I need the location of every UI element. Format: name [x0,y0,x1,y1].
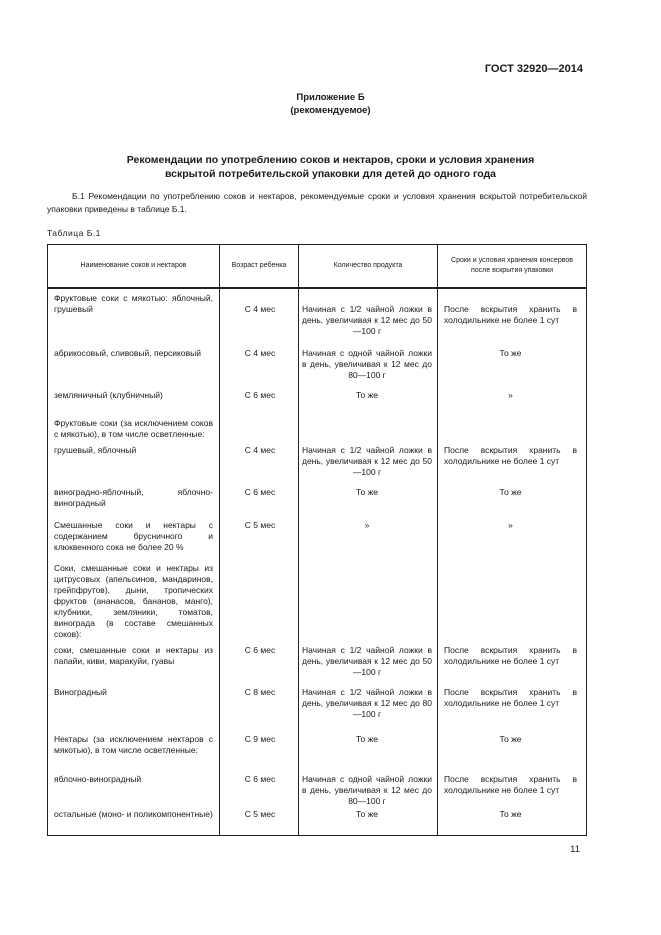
cell-age: С 5 мес [244,520,276,530]
cell-quantity: Начиная с 1/2 чайной ложки в день, увеличивая к 12 мес до 50—100 г [302,645,432,677]
cell-name: земляничный (клубничный) [54,390,163,400]
cell-name: абрикосовый, сливовый, персиковый [54,348,201,358]
cell-quantity: Начиная с 1/2 чайной ложки в день, увеличивая к 12 мес до 80—100 г [302,687,432,719]
juice-table [47,244,587,836]
cell-quantity: То же [355,390,379,400]
cell-age: С 5 мес [244,809,276,819]
cell-name: соки, смешанные соки и нектары из папайи, киви, маракуйи, гуавы [54,645,213,666]
page-number: 11 [570,844,580,855]
cell-storage: То же [499,734,522,744]
cell-name: Смешанные соки и нектары с содержанием брусничного и клюквенного сока не более 20 % [54,520,213,552]
cell-name: Фруктовые соки (за исключением соков с мякотью), в том числе осветленные: [54,418,213,439]
appendix-title: Приложение Б [296,92,365,103]
cell-storage: То же [499,348,522,358]
cell-quantity: То же [355,734,379,744]
cell-storage: После вскрытия хранить в холодильнике не более 1 сут [444,304,577,325]
column-header-name: Наименование соков и нектаров [80,262,187,269]
cell-name: Фруктовые соки с мякотью: яблочный, грушевый [54,293,213,314]
cell-storage: После вскрытия хранить в холодильнике не более 1 сут [444,687,577,708]
cell-age: С 6 мес [244,774,276,784]
cell-age: С 9 мес [244,734,276,744]
column-divider [298,245,299,835]
table-header [48,245,586,289]
intro-paragraph: Б.1 Рекомендации по употреблению соков и нектаров, рекомендуемые сроки и условия хранения вскрытой потребительской упаковки приведены в таблице Б.1. [47,191,587,214]
cell-storage: После вскрытия хранить в холодильнике не более 1 сут [444,774,577,795]
cell-age: С 4 мес [244,348,276,358]
cell-name: Виноградный [54,687,107,697]
cell-name: Соки, смешанные соки и нектары из цитрусовых (апельсинов, мандаринов, грейпфрутов), дыни, тропических фруктов (ананасов, бананов, манго), клубники, земляники, томатов, винограда (в составе смешанных соков): [54,563,213,639]
cell-age: С 4 мес [244,445,276,455]
cell-name: яблочно-виноградный [54,774,142,784]
cell-storage: После вскрытия хранить в холодильнике не более 1 сут [444,645,577,666]
cell-storage: После вскрытия хранить в холодильнике не более 1 сут [444,445,577,466]
column-header-quantity: Количество продукта [333,262,403,269]
cell-age: С 8 мес [244,687,276,697]
column-divider [437,245,438,835]
cell-storage: То же [499,809,522,819]
cell-quantity: » [364,520,370,530]
cell-name: остальные (моно- и поликомпонентные) [54,809,213,819]
section-heading-line-1: Рекомендации по употреблению соков и нектаров, сроки и условия хранения [126,154,535,166]
cell-quantity: То же [355,809,379,819]
cell-quantity: Начиная с 1/2 чайной ложки в день, увеличивая к 12 мес до 50—100 г [302,445,432,477]
column-header-age: Возраст ребенка [231,262,287,269]
cell-storage: » [508,520,513,530]
appendix-note: (рекомендуемое) [290,105,371,116]
section-heading-line-2: вскрытой потребительской упаковки для детей до одного года [164,168,496,180]
cell-age: С 6 мес [244,645,276,655]
column-header-storage: Сроки и условия хранения консервов после вскрытия упаковки [451,257,573,274]
table-label: Таблица Б.1 [47,228,101,238]
cell-name: виноградно-яблочный, яблочно-виноградный [54,487,213,508]
cell-storage: » [508,390,513,400]
standard-number: ГОСТ 32920—2014 [484,63,583,75]
cell-age: С 4 мес [244,304,276,314]
cell-storage: То же [499,487,522,497]
cell-quantity: Начиная с 1/2 чайной ложки в день, увеличивая к 12 мес до 50—100 г [302,304,432,336]
column-divider [219,245,220,835]
cell-age: С 6 мес [244,487,276,497]
cell-quantity: Начиная с одной чайной ложки в день, увеличивая к 12 мес до 80—100 г [302,774,432,806]
cell-name: грушевый, яблочный [54,445,137,455]
cell-quantity: То же [355,487,379,497]
cell-quantity: Начиная с одной чайной ложки в день, увеличивая к 12 мес до 80—100 г [302,348,432,380]
cell-age: С 6 мес [244,390,276,400]
cell-name: Нектары (за исключением нектаров с мякотью), в том числе осветленные: [54,734,213,755]
